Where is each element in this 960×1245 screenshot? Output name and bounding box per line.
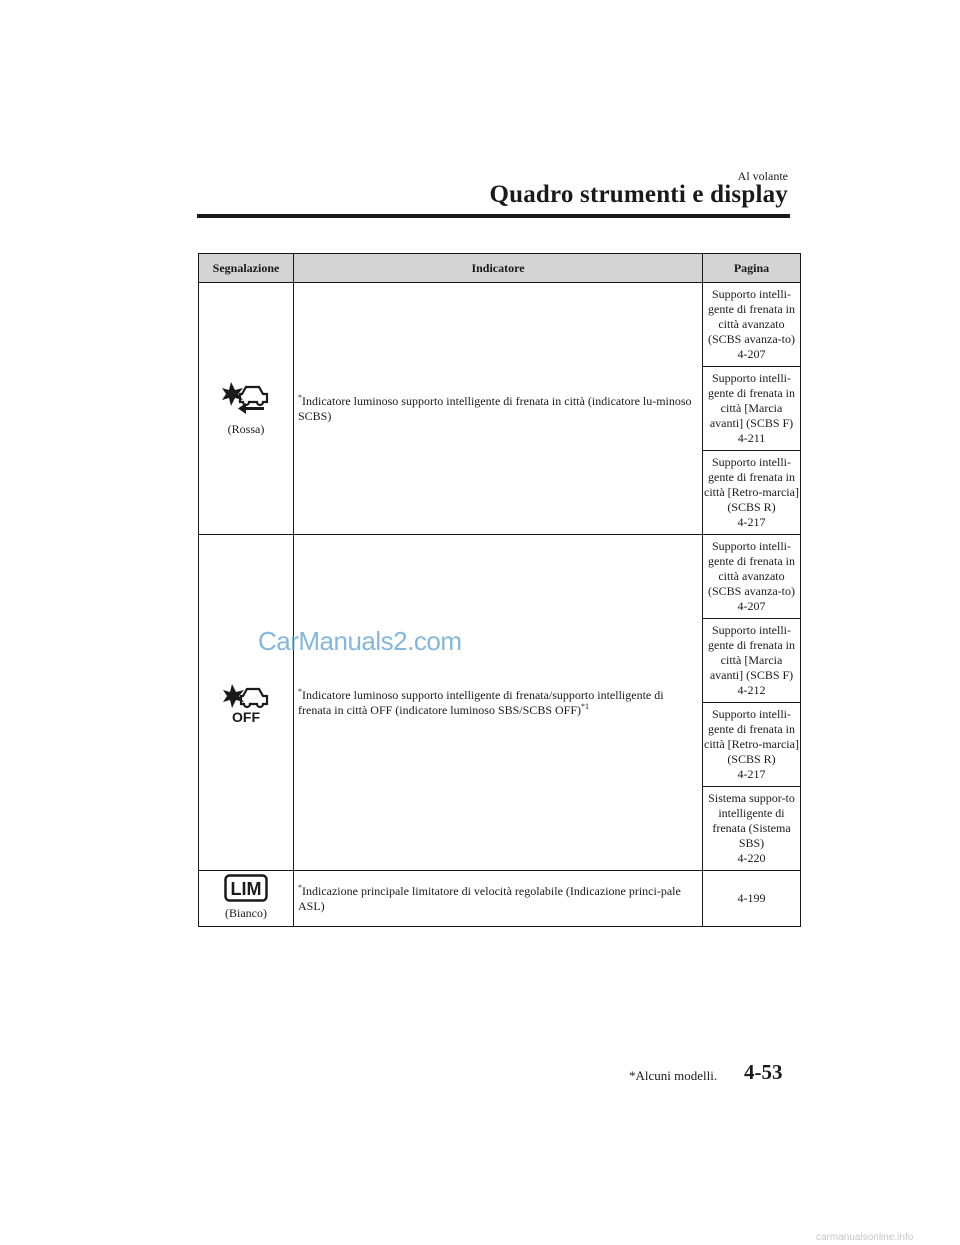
indicator-text: Indicatore luminoso supporto intelligente di frenata in città (indicatore lu-minoso SCBS) <box>298 393 692 423</box>
page-ref-cell <box>703 451 801 535</box>
page-number: 4-220 <box>737 851 766 865</box>
page-ref: Supporto intelli-gente di frenata in città [Retro-marcia] (SCBS R) <box>704 455 799 514</box>
table-row <box>199 535 801 619</box>
footnote-star: * <box>298 882 302 892</box>
site-watermark: carmanualsonline.info <box>816 1232 914 1243</box>
indicator-table <box>198 253 801 927</box>
table-row <box>199 283 801 367</box>
table-row <box>199 871 801 927</box>
page-number: 4-207 <box>737 599 766 613</box>
page-number: 4-207 <box>737 347 766 361</box>
page-ref-cell <box>703 703 801 787</box>
page-ref: Supporto intelli-gente di frenata in città [Marcia avanti] (SCBS F) <box>708 623 795 682</box>
page-ref: Supporto intelli-gente di frenata in città [Marcia avanti] (SCBS F) <box>708 371 795 430</box>
page-ref-cell <box>703 871 801 927</box>
page-ref: Supporto intelli-gente di frenata in città avanzato (SCBS avanza-to) <box>708 539 795 598</box>
lim-icon <box>224 874 268 902</box>
page-number-footer: 4-53 <box>744 1060 783 1084</box>
page-number: 4-211 <box>737 431 766 445</box>
page-title: Quadro strumenti e display <box>489 181 788 208</box>
footnote-star: * <box>298 686 302 696</box>
header-page: Pagina <box>703 254 801 283</box>
indicator-cell <box>294 535 703 871</box>
indicator-cell <box>294 871 703 927</box>
section-label: Al volante <box>737 169 788 183</box>
page-ref: Supporto intelli-gente di frenata in città avanzato (SCBS avanza-to) <box>708 287 795 346</box>
icon-off-text: OFF <box>232 708 260 724</box>
signal-color: (Bianco) <box>225 906 267 920</box>
signal-cell <box>199 871 294 927</box>
indicator-cell <box>294 283 703 535</box>
title-rule <box>197 214 790 218</box>
icon-lim-text: LIM <box>230 879 262 899</box>
page-number: 4-217 <box>737 515 766 529</box>
page-ref-cell <box>703 619 801 703</box>
header-signal: Segnalazione <box>199 254 294 283</box>
footnote-star: * <box>298 392 302 402</box>
indicator-text: Indicazione principale limitatore di velocità regolabile (Indicazione princi-pale ASL) <box>298 883 681 913</box>
page-ref-cell <box>703 535 801 619</box>
header-indicator: Indicatore <box>294 254 703 283</box>
page-ref-cell <box>703 367 801 451</box>
page-ref-cell <box>703 283 801 367</box>
sbs-scbs-off-icon <box>223 682 269 724</box>
page-number: 4-212 <box>737 683 766 697</box>
page-ref: Sistema suppor-to intelligente di frenata (Sistema SBS) <box>708 791 795 850</box>
page-ref-cell <box>703 787 801 871</box>
indicator-text: Indicatore luminoso supporto intelligente di frenata/supporto intelligente di frenata in città OFF (indicatore luminoso SBS/SCBS OFF) <box>298 687 664 717</box>
page-number: 4-199 <box>737 891 766 905</box>
signal-cell <box>199 283 294 535</box>
footnote-ref: *1 <box>581 701 590 711</box>
page-ref: Supporto intelli-gente di frenata in città [Retro-marcia] (SCBS R) <box>704 707 799 766</box>
page-number: 4-217 <box>737 767 766 781</box>
table-header-row <box>199 254 801 283</box>
watermark: CarManuals2.com <box>258 626 462 656</box>
signal-cell <box>199 535 294 871</box>
signal-color: (Rossa) <box>227 422 265 436</box>
footnote-models: *Alcuni modelli. <box>629 1068 718 1083</box>
scbs-warning-icon <box>222 380 270 416</box>
